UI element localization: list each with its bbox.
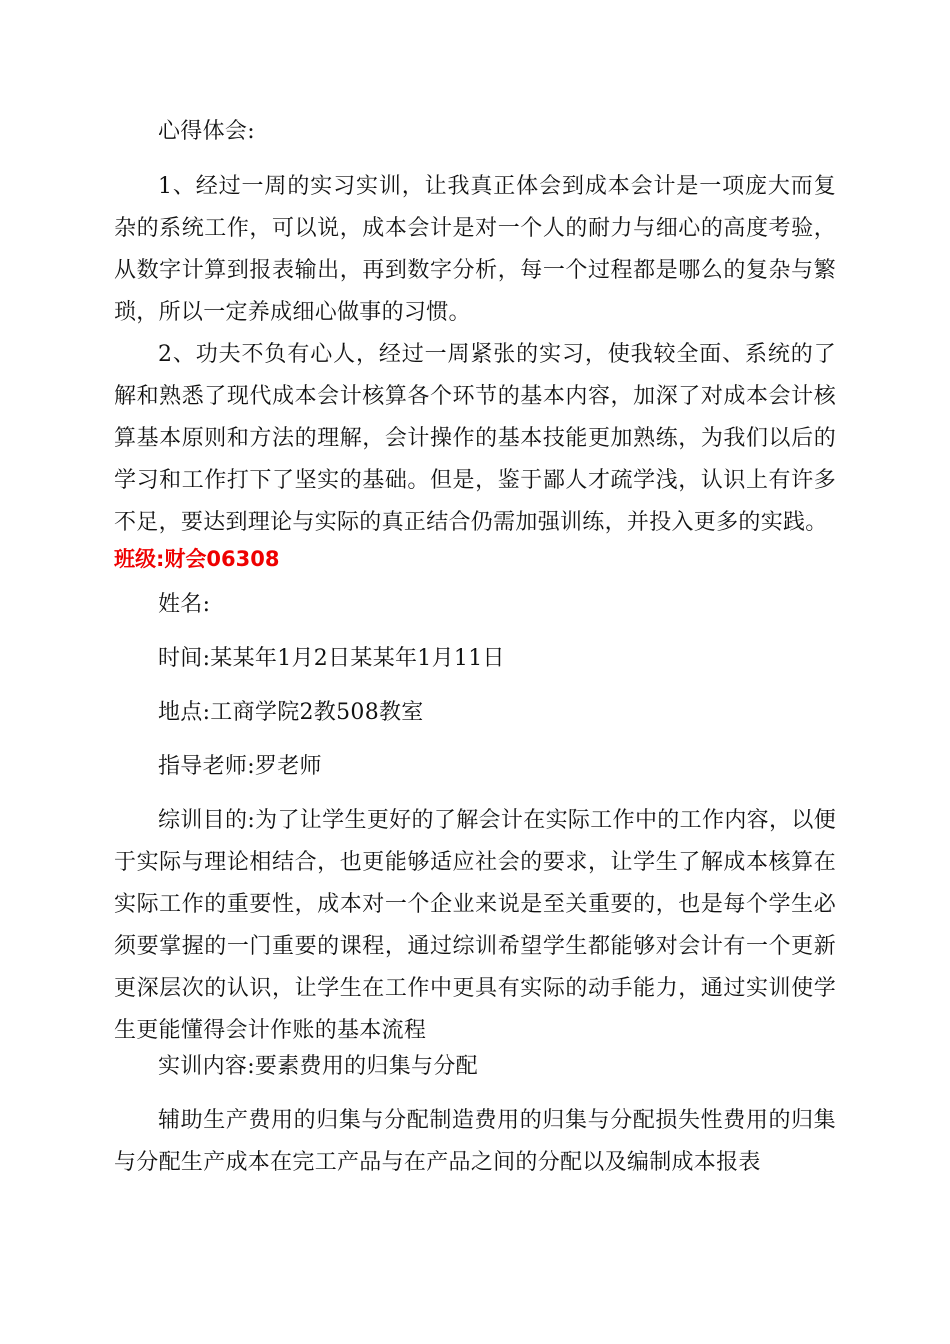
purpose-paragraph: 综训目的:为了让学生更好的了解会计在实际工作中的工作内容，以便于实际与理论相结合，也更能够适应社会的要求，让学生了解成本核算在实际工作的重要性，成本对一个企业来说是至关重要的，也是每个学生必须要掌握的一门重要的课程，通过综训希望学生都能够对会计有一个更新更深层次的认识，让学生在工作中更具有实际的动手能力，通过实训使学生更能懂得会计作账的基本流程: [114, 808, 836, 1043]
content-line: 实训内容:要素费用的归集与分配: [158, 1054, 478, 1079]
content-detail-paragraph: 辅助生产费用的归集与分配制造费用的归集与分配损失性费用的归集与分配生产成本在完工产品与在产品之间的分配以及编制成本报表: [114, 1108, 836, 1175]
reflection-paragraph-1: 1、经过一周的实习实训，让我真正体会到成本会计是一项庞大而复杂的系统工作，可以说，成本会计是对一个人的耐力与细心的高度考验，从数字计算到报表输出，再到数字分析，每一个过程都是哪么的复杂与繁琐，所以一定养成细心做事的习惯。: [114, 174, 836, 325]
reflection-paragraph-2: 2、功夫不负有心人，经过一周紧张的实习，使我较全面、系统的了解和熟悉了现代成本会计核算各个环节的基本内容，加深了对成本会计核算基本原则和方法的理解，会计操作的基本技能更加熟练，为我们以后的学习和工作打下了坚实的基础。但是，鉴于鄙人才疏学浅，认识上有许多不足，要达到理论与实际的真正结合仍需加强训练，并投入更多的实践。: [114, 342, 836, 535]
time-line: 时间:某某年1月2日某某年1月11日: [158, 646, 505, 671]
class-heading: 班级:财会06308: [114, 547, 280, 571]
reflection-title: 心得体会:: [158, 119, 255, 144]
name-line: 姓名:: [158, 592, 211, 617]
location-line: 地点:工商学院2教508教室: [158, 700, 424, 725]
instructor-line: 指导老师:罗老师: [158, 754, 322, 779]
